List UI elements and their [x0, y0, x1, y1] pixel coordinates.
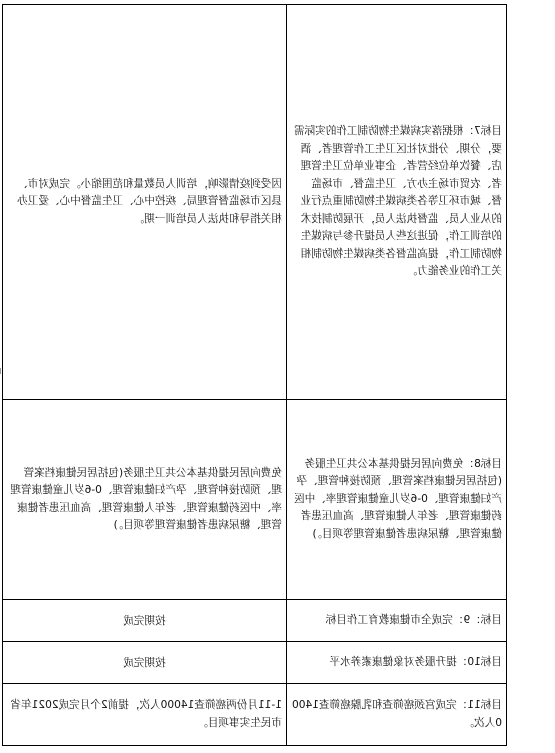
goals-table — [2, 4, 507, 746]
goal-cell — [287, 5, 507, 400]
status-cell — [3, 600, 287, 642]
status-text: 1-11月份两癌筛查14000人次，提前2个月完成2021年省市民生实事项目。 — [10, 699, 282, 729]
goal-cell — [287, 642, 507, 684]
status-text: 按期完成 — [123, 657, 166, 669]
status-cell — [3, 684, 287, 746]
status-text: 免费向居民提供基本公共卫生服务(包括居民健康档案管理、预防接种管理、孕产妇健康管理、0-6岁儿童健康管理率、中医药健康管理、老年人健康管理、高血压患者健康管理、糖尿病患者健康管理等项目。) — [10, 466, 282, 531]
table-row — [3, 684, 507, 746]
status-cell — [3, 5, 287, 400]
goal-text: 目标：9：完成全市健康教育工作目标 — [325, 613, 502, 626]
table-row — [3, 600, 507, 642]
table-row — [3, 400, 507, 600]
goal-cell — [287, 400, 507, 600]
goal-text: 目标7：根据落实病媒生物防制工作的实际需要，分期、分批对社区卫生工作管理者、酒店、餐饮单位经营者、企事业单位卫生管理者、农贸市场主办方、卫生监督、市场监督、城市环卫等各类病媒生物防制重点行业的从业人员、监督执法人员，开展防制技术的培训工作，促进这些人员提升参与病媒生物防制工作，提高监督各类病媒生物防制相关工作的业务能力。 — [293, 125, 502, 278]
goal-cell — [287, 600, 507, 642]
goal-text: 目标10：提升服务对象健康素养水平 — [329, 655, 502, 668]
table-row — [3, 5, 507, 400]
status-cell — [3, 642, 287, 684]
table-row — [3, 642, 507, 684]
margin-mark — [0, 368, 3, 374]
goal-text: 目标8：免费向居民提供基本公共卫生服务(包括居民健康档案管理、预防接种管理、孕产妇健康管理、0-6岁儿童健康管理率、中医药健康管理、老年人健康管理、高血压患者健康管理、糖尿病患者健康管理等项目。) — [294, 457, 502, 540]
status-text: 因受到疫情影响，培训人员数量和范围缩小。完成对市、县区市场监督管理局、疾控中心、卫生监督中心、爱卫办相关指导和执法人员培训一期。 — [17, 177, 282, 225]
status-cell — [3, 400, 287, 600]
goal-cell — [287, 684, 507, 746]
goal-text: 目标11：完成宫颈癌筛查和乳腺癌筛查14000人次。 — [292, 699, 502, 729]
status-text: 按期完成 — [123, 615, 166, 627]
